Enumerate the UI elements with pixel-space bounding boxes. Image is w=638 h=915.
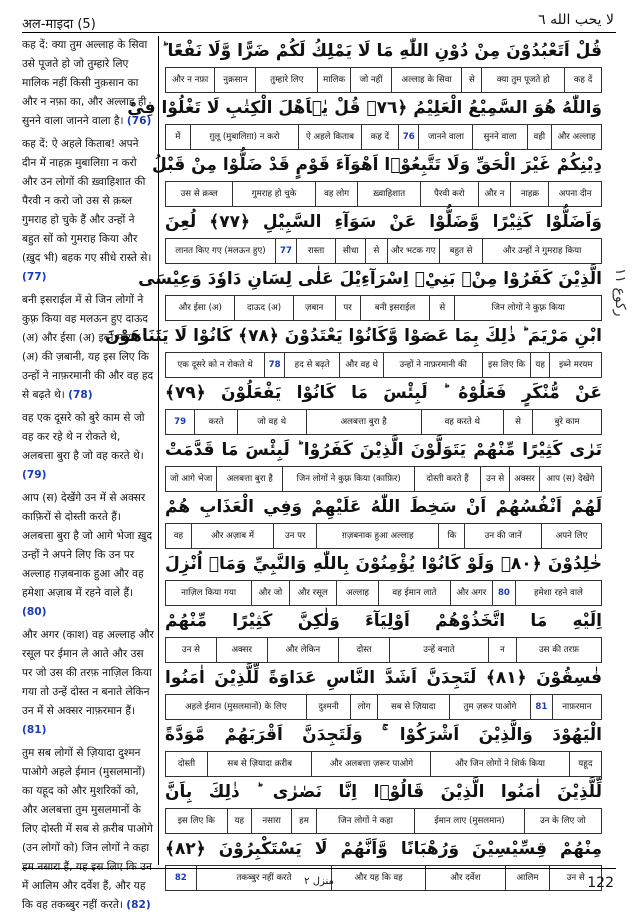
word-meaning-cell: लानत किए गए (मलऊन हुए) (175, 246, 266, 256)
translation-text: बनी इसराईल में से जिन लोगों ने कुफ़्र किया वह मलऊन हुए दाऊद (अ) और ईसा (अ) इब्ने मरयम (अ) की ज़बानी, यह इस लिए कि उन्हों ने नाफ़रमानी की और वह हद से बढ़ते थे। (22, 294, 154, 401)
juz-header: لا يحب الله ٦ (538, 12, 614, 28)
word-meaning-cell: नसारा (251, 809, 291, 833)
word-meaning-cell: और भटक गए (387, 239, 439, 263)
word-meaning-cell: 81 (530, 695, 552, 719)
arabic-verse-line: عَنْ مُّنْكَرٍ فَعَلُوْهُ ؕ لَبِئْسَ مَا كَانُوْا يَفْعَلُوْنَ ﴿٧٩﴾ (165, 383, 602, 403)
word-meaning-cell: लोग (350, 695, 376, 719)
word-meaning-cell: 78 (264, 353, 284, 377)
word-meaning-cell: अक्सर (216, 638, 267, 662)
word-meaning-cell: उन पर (273, 524, 316, 548)
word-meaning-cell: ग़ज़बनाक हुआ अल्लाह (316, 524, 438, 548)
word-meaning-cell: कि (438, 524, 464, 548)
word-meaning-row (165, 808, 602, 834)
word-meaning-cell: तुम्हारे लिए (255, 68, 317, 92)
word-meaning-cell: हद से बढ़ते (284, 353, 340, 377)
word-meaning-cell: अलबत्ता बुरा है (216, 467, 282, 491)
word-meaning-cell: क्या तुम पूजते हो (481, 68, 564, 92)
word-meaning-cell: जो नहीं (350, 68, 391, 92)
word-meaning-cell: अहले ईमान (मुसलमानों) के लिए (185, 702, 287, 712)
word-meaning-cell: और रसूल (289, 581, 336, 605)
word-meaning-cell: जो आगे भेजा (170, 474, 213, 484)
arabic-verse-line: لِّلَّذِيْنَ اٰمَنُوا الَّذِيْنَ قَالُوْۤا اِنَّا نَصٰرٰى ؕ ذٰلِكَ بِاَنَّ (165, 782, 602, 802)
word-meaning-cell: अल्लाह (336, 581, 378, 605)
word-meaning-cell: दोस्त (338, 638, 389, 662)
word-meaning-cell: जिन लोगों ने कुफ़्र किया (454, 296, 601, 320)
word-meaning-cell: इस लिए कि (482, 353, 530, 377)
word-meaning-cell: इब्ने मरयम (549, 353, 601, 377)
word-meaning-cell: ऐ अहले किताब (298, 125, 360, 149)
word-meaning-cell: उन से (181, 645, 200, 655)
translation-text: और अगर (काश) वह अल्लाह और रसूल पर ईमान ले आते और उस पर जो उस की तरफ़ नाज़िल किया गया तो उन्हें दोस्त न बनाते लेकिन उन में से अक्सर नाफ़रमान हैं। (22, 629, 154, 717)
verse-number: (78) (68, 389, 93, 401)
word-meaning-row (165, 637, 602, 663)
translation-text: आप (स) देखेंगे उन में से अक्सर काफ़िरों से दोस्ती करते हैं। अलबत्ता बुरा है जो आगे भेजा ख़ुद उन्हों ने अपने लिए कि उन पर अल्लाह ग़ज़बनाक हुआ और वह हमेशा अज़ाब में रहने वाले हैं। (22, 492, 153, 599)
word-meaning-cell: और अगर (450, 581, 492, 605)
translation-paragraph (22, 489, 158, 622)
word-meaning-cell: ईमान लाए (मुसलमान) (414, 809, 523, 833)
word-meaning-cell: रास्ता (296, 239, 335, 263)
word-meaning-cell: उन की जानें (464, 524, 541, 548)
word-meaning-cell: उस से क़ब्ल (180, 189, 218, 199)
word-meaning-cell: से (503, 410, 532, 434)
translation-paragraph (22, 409, 158, 485)
word-meaning-cell: सुनने वाला (472, 125, 526, 149)
word-meaning-cell: सब से ज़ियादा क़रीब (207, 752, 312, 776)
surah-header: अल-माइदा (5) (22, 17, 96, 32)
arabic-verse-line: وَاللّٰهُ هُوَ السَّمِيْعُ الْعَلِيْمُ ﴿٧٦﴾ قُلْ يٰۤاَهْلَ الْكِتٰبِ لَا تَغْلُوْا فِيْ (127, 98, 602, 118)
word-meaning-cell: और अलबत्ता ज़रूर पाओगे (311, 752, 430, 776)
arabic-verse-line: ابْنِ مَرْيَمَ ؕ ذٰلِكَ بِمَا عَصَوْا وَّكَانُوْا يَعْتَدُوْنَ ﴿٧٨﴾ كَانُوْا لَا يَتَنَاهَوْنَ (105, 326, 602, 346)
translation-text: तुम सब लोगों से ज़ियादा दुश्मन पाओगे अहले ईमान (मुसलमानों) का यहूद को और मुशरिकों को, और अलबत्ता तुम मुसलमानों के लिए दोस्ती में सब से क़रीब पाओगे (उन लोगों को) जिन लोगों ने कहा हम नसारा हैं, यह इस लिए कि उन में आलिम और दर्वेश हैं, और यह कि वह तकब्बुर नहीं करते। (22, 747, 153, 911)
word-meaning-cell: जानने वाला (418, 125, 472, 149)
word-meaning-cell: हम (291, 809, 315, 833)
word-meaning-cell: जो वह थे (237, 410, 306, 434)
word-meaning-cell: आलिम (505, 866, 550, 890)
word-meaning-cell: अपने लिए (541, 524, 601, 548)
word-meaning-cell: उन्हों ने नाफ़रमानी की (383, 353, 482, 377)
verse-number: (79) (22, 469, 47, 481)
word-meaning-cell: वही (527, 125, 552, 149)
word-meaning-cell: उन के लिए जो (524, 809, 601, 833)
footer-divider (22, 868, 616, 869)
word-meaning-row (165, 523, 602, 549)
word-meaning-cell: एक दूसरे को न रोकते थे (177, 360, 253, 370)
word-meaning-cell: कह दें (361, 125, 398, 149)
word-meaning-cell: ज़बान (293, 296, 335, 320)
word-meaning-cell: और अज़ाब में (191, 524, 274, 548)
word-meaning-cell: और न (478, 182, 511, 206)
word-meaning-cell: और जिन लोगों ने शिर्क किया (430, 752, 568, 776)
word-meaning-cell: नुक़सान (214, 68, 255, 92)
header-divider (22, 32, 616, 33)
word-meaning-cell: दोस्ती करते हैं (414, 467, 480, 491)
word-meaning-cell: जिन लोगों ने कहा (316, 809, 415, 833)
verse-number: (81) (22, 724, 47, 736)
word-meaning-cell: बहुत से (439, 239, 482, 263)
word-meaning-cell: अपना दीन (548, 182, 601, 206)
word-meaning-cell: अल्लाह के सिवा (391, 68, 461, 92)
word-meaning-row (165, 466, 602, 492)
word-meaning-row (165, 181, 602, 207)
arabic-verse-line: دِيْنِكُمْ غَيْرَ الْحَقِّ وَلَا تَتَّبِعُوْۤا اَهْوَآءَ قَوْمٍ قَدْ ضَلُّوْا مِنْ قَبْلُ (151, 155, 602, 175)
word-meaning-cell: हमेशा रहने वाले (515, 581, 601, 605)
word-meaning-cell: नाज़िल किया गया (181, 588, 237, 598)
word-meaning-cell: उन से (549, 866, 601, 890)
word-meaning-cell: पर (335, 296, 360, 320)
word-meaning-cell: 80 (492, 581, 515, 605)
word-meaning-cell: वह ईमान लाते (378, 581, 450, 605)
word-meaning-cell: और जो (251, 581, 288, 605)
manzil-label: منزل ٢ (304, 876, 334, 887)
word-meaning-cell: और न नफ़ा (172, 75, 209, 85)
word-meaning-row (165, 238, 602, 264)
arabic-verse-line: الَّذِيْنَ كَفَرُوْا مِنْۢ بَنِيْۤ اِسْرَآءِيْلَ عَلٰى لِسَانِ دَاوٗدَ وَعِيْسَى (138, 269, 602, 289)
word-meaning-cell: उस की तरफ़ (516, 638, 601, 662)
word-meaning-cell: से (365, 239, 386, 263)
word-meaning-cell: 76 (398, 125, 418, 149)
arabic-verse-line: خٰلِدُوْنَ ﴿٨٠﴾ وَلَوْ كَانُوْا يُؤْمِنُوْنَ بِاللّٰهِ وَالنَّبِيِّ وَمَاۤ اُنْزِلَ (165, 554, 602, 574)
word-meaning-cell: तुम ज़रूर पाओगे (449, 695, 530, 719)
word-meaning-cell: दोस्ती (177, 759, 196, 769)
word-meaning-cell: और अल्लाह (551, 125, 601, 149)
ruku-marker: ركوع ١١ (612, 268, 628, 317)
word-meaning-cell: उन से (480, 467, 509, 491)
arabic-verse-line: اِلَيْهِ مَا اتَّخَذُوْهُمْ اَوْلِيَآءَ وَلٰكِنَّ كَثِيْرًا مِّنْهُمْ (165, 611, 602, 631)
arabic-verse-line: قُلْ اَتَعْبُدُوْنَ مِنْ دُوْنِ اللّٰهِ مَا لَا يَمْلِكُ لَكُمْ ضَرًّا وَّلَا نَفْعًا ؕ (161, 41, 602, 61)
translation-text: वह एक दूसरे को बुरे काम से जो वह कर रहे थे न रोकते थे, अलबत्ता बुरा है जो वह करते थे। (22, 412, 145, 462)
word-meaning-cell: गुमराह हो चुके (232, 182, 314, 206)
word-meaning-cell: और वह थे (339, 353, 383, 377)
word-meaning-cell: ख़्वाहिशात (357, 182, 420, 206)
word-meaning-row (165, 409, 602, 435)
word-meaning-cell: सब से ज़ियादा (377, 695, 449, 719)
word-meaning-cell: उन्हें बनाते (389, 638, 488, 662)
word-meaning-cell: 82 (174, 873, 187, 883)
verse-number: (77) (22, 271, 47, 283)
word-meaning-cell: करते (194, 410, 236, 434)
word-meaning-cell: यह (530, 353, 550, 377)
verse-number: (80) (22, 606, 47, 618)
word-meaning-cell: दाऊद (अ) (234, 296, 292, 320)
verse-number: (76) (126, 115, 152, 127)
word-meaning-cell: से (429, 296, 454, 320)
word-meaning-row (165, 694, 602, 720)
word-meaning-row (165, 124, 602, 150)
word-meaning-cell: नाफ़रमान (552, 695, 601, 719)
translation-paragraph (22, 744, 158, 915)
word-meaning-cell: वह (173, 531, 184, 541)
word-meaning-cell: में (175, 132, 181, 142)
word-meaning-row (165, 67, 602, 93)
word-meaning-cell: और दर्वेश (425, 866, 505, 890)
word-meaning-row (165, 295, 602, 321)
word-meaning-cell: अलबत्ता बुरा है (306, 410, 421, 434)
translation-text: कह दें: क्या तुम अल्लाह के सिवा उसे पूजते हो जो तुम्हारे लिए मालिक नहीं किसी नुक़सान का और न नफ़ा का, और अल्लाह ही सुनने वाला जानने वाला है। (22, 39, 148, 127)
word-meaning-cell: बुरे काम (532, 410, 601, 434)
word-meaning-cell: कह दें (564, 68, 601, 92)
word-meaning-cell: और लेकिन (267, 638, 338, 662)
arabic-verse-line: مِنْهُمْ قِسِّيْسِيْنَ وَرُهْبَانًا وَّاَنَّهُمْ لَا يَسْتَكْبِرُوْنَ ﴿٨٢﴾ (165, 839, 602, 859)
arabic-verse-line: لَهُمْ اَنْفُسُهُمْ اَنْ سَخِطَ اللّٰهُ عَلَيْهِمْ وَفِي الْعَذَابِ هُمْ (165, 497, 602, 517)
arabic-verse-line: فٰسِقُوْنَ ﴿٨١﴾ لَتَجِدَنَّ اَشَدَّ النَّاسِ عَدَاوَةً لِّلَّذِيْنَ اٰمَنُوا (165, 668, 603, 688)
word-meaning-cell: बनी इसराईल (360, 296, 429, 320)
arabic-verse-line: الْيَهُوْدَ وَالَّذِيْنَ اَشْرَكُوْا ۚ وَلَتَجِدَنَّ اَقْرَبَهُمْ مَّوَدَّةً (165, 725, 602, 745)
word-meaning-cell: मालिक (317, 68, 350, 92)
word-meaning-cell: आप (स) देखेंगे (539, 467, 601, 491)
word-meaning-cell: और उन्हों ने गुमराह किया (482, 239, 601, 263)
word-meaning-cell: यहूद (569, 752, 601, 776)
word-meaning-cell: न (488, 638, 516, 662)
word-meaning-row (165, 751, 602, 777)
arabic-verse-line: تَرٰى كَثِيْرًا مِّنْهُمْ يَتَوَلَّوْنَ الَّذِيْنَ كَفَرُوْا ؕ لَبِئْسَ مَا قَدَّمَتْ (165, 440, 602, 460)
page-number: 122 (587, 875, 614, 891)
word-meaning-cell: 77 (275, 239, 296, 263)
word-meaning-cell: तकब्बुर नहीं करते (196, 866, 332, 890)
verse-number: (82) (126, 899, 151, 911)
word-meaning-cell: और यह कि वह (331, 866, 425, 890)
translation-text: कह दें: ऐ अहले किताब! अपने दीन में नाहक़ मुबालिग़ा न करो और उन लोगों की ख़्वाहिशात की पैरवी न करो जो उस से क़ब्ल गुमराह हो चुके हैं और उन्हों ने बहुत सों को गुमराह किया और (ख़ुद भी) बहक गए सीधे रास्ते से। (22, 138, 152, 264)
word-meaning-cell: नाहक़ (510, 182, 548, 206)
word-meaning-cell: ग़ुलू (मुबालिग़ा) न करो (190, 125, 299, 149)
word-meaning-row (165, 352, 602, 378)
word-meaning-cell: जिन लोगों ने कुफ़्र किया (काफ़िर) (282, 467, 414, 491)
word-meaning-cell: 79 (174, 417, 187, 427)
word-meaning-cell: सीधा (335, 239, 365, 263)
word-meaning-cell: पैरवी करो (420, 182, 478, 206)
word-meaning-cell: दुश्मनी (306, 695, 351, 719)
word-meaning-cell: वह करते थे (421, 410, 503, 434)
word-meaning-cell: यह (227, 809, 251, 833)
arabic-verse-line: وَاَضَلُّوْا كَثِيْرًا وَّضَلُّوْا عَنْ سَوَآءِ السَّبِيْلِ ﴿٧٧﴾ لُعِنَ (165, 212, 602, 232)
word-meaning-cell: इस लिए कि (177, 816, 215, 826)
translation-paragraph (22, 626, 158, 740)
word-meaning-cell: से (461, 68, 481, 92)
word-meaning-row (165, 580, 602, 606)
word-meaning-cell: और ईसा (अ) (178, 303, 222, 313)
hindi-translation-column (22, 36, 159, 911)
word-meaning-cell: वह लोग (315, 182, 358, 206)
word-meaning-cell: अक्सर (509, 467, 538, 491)
